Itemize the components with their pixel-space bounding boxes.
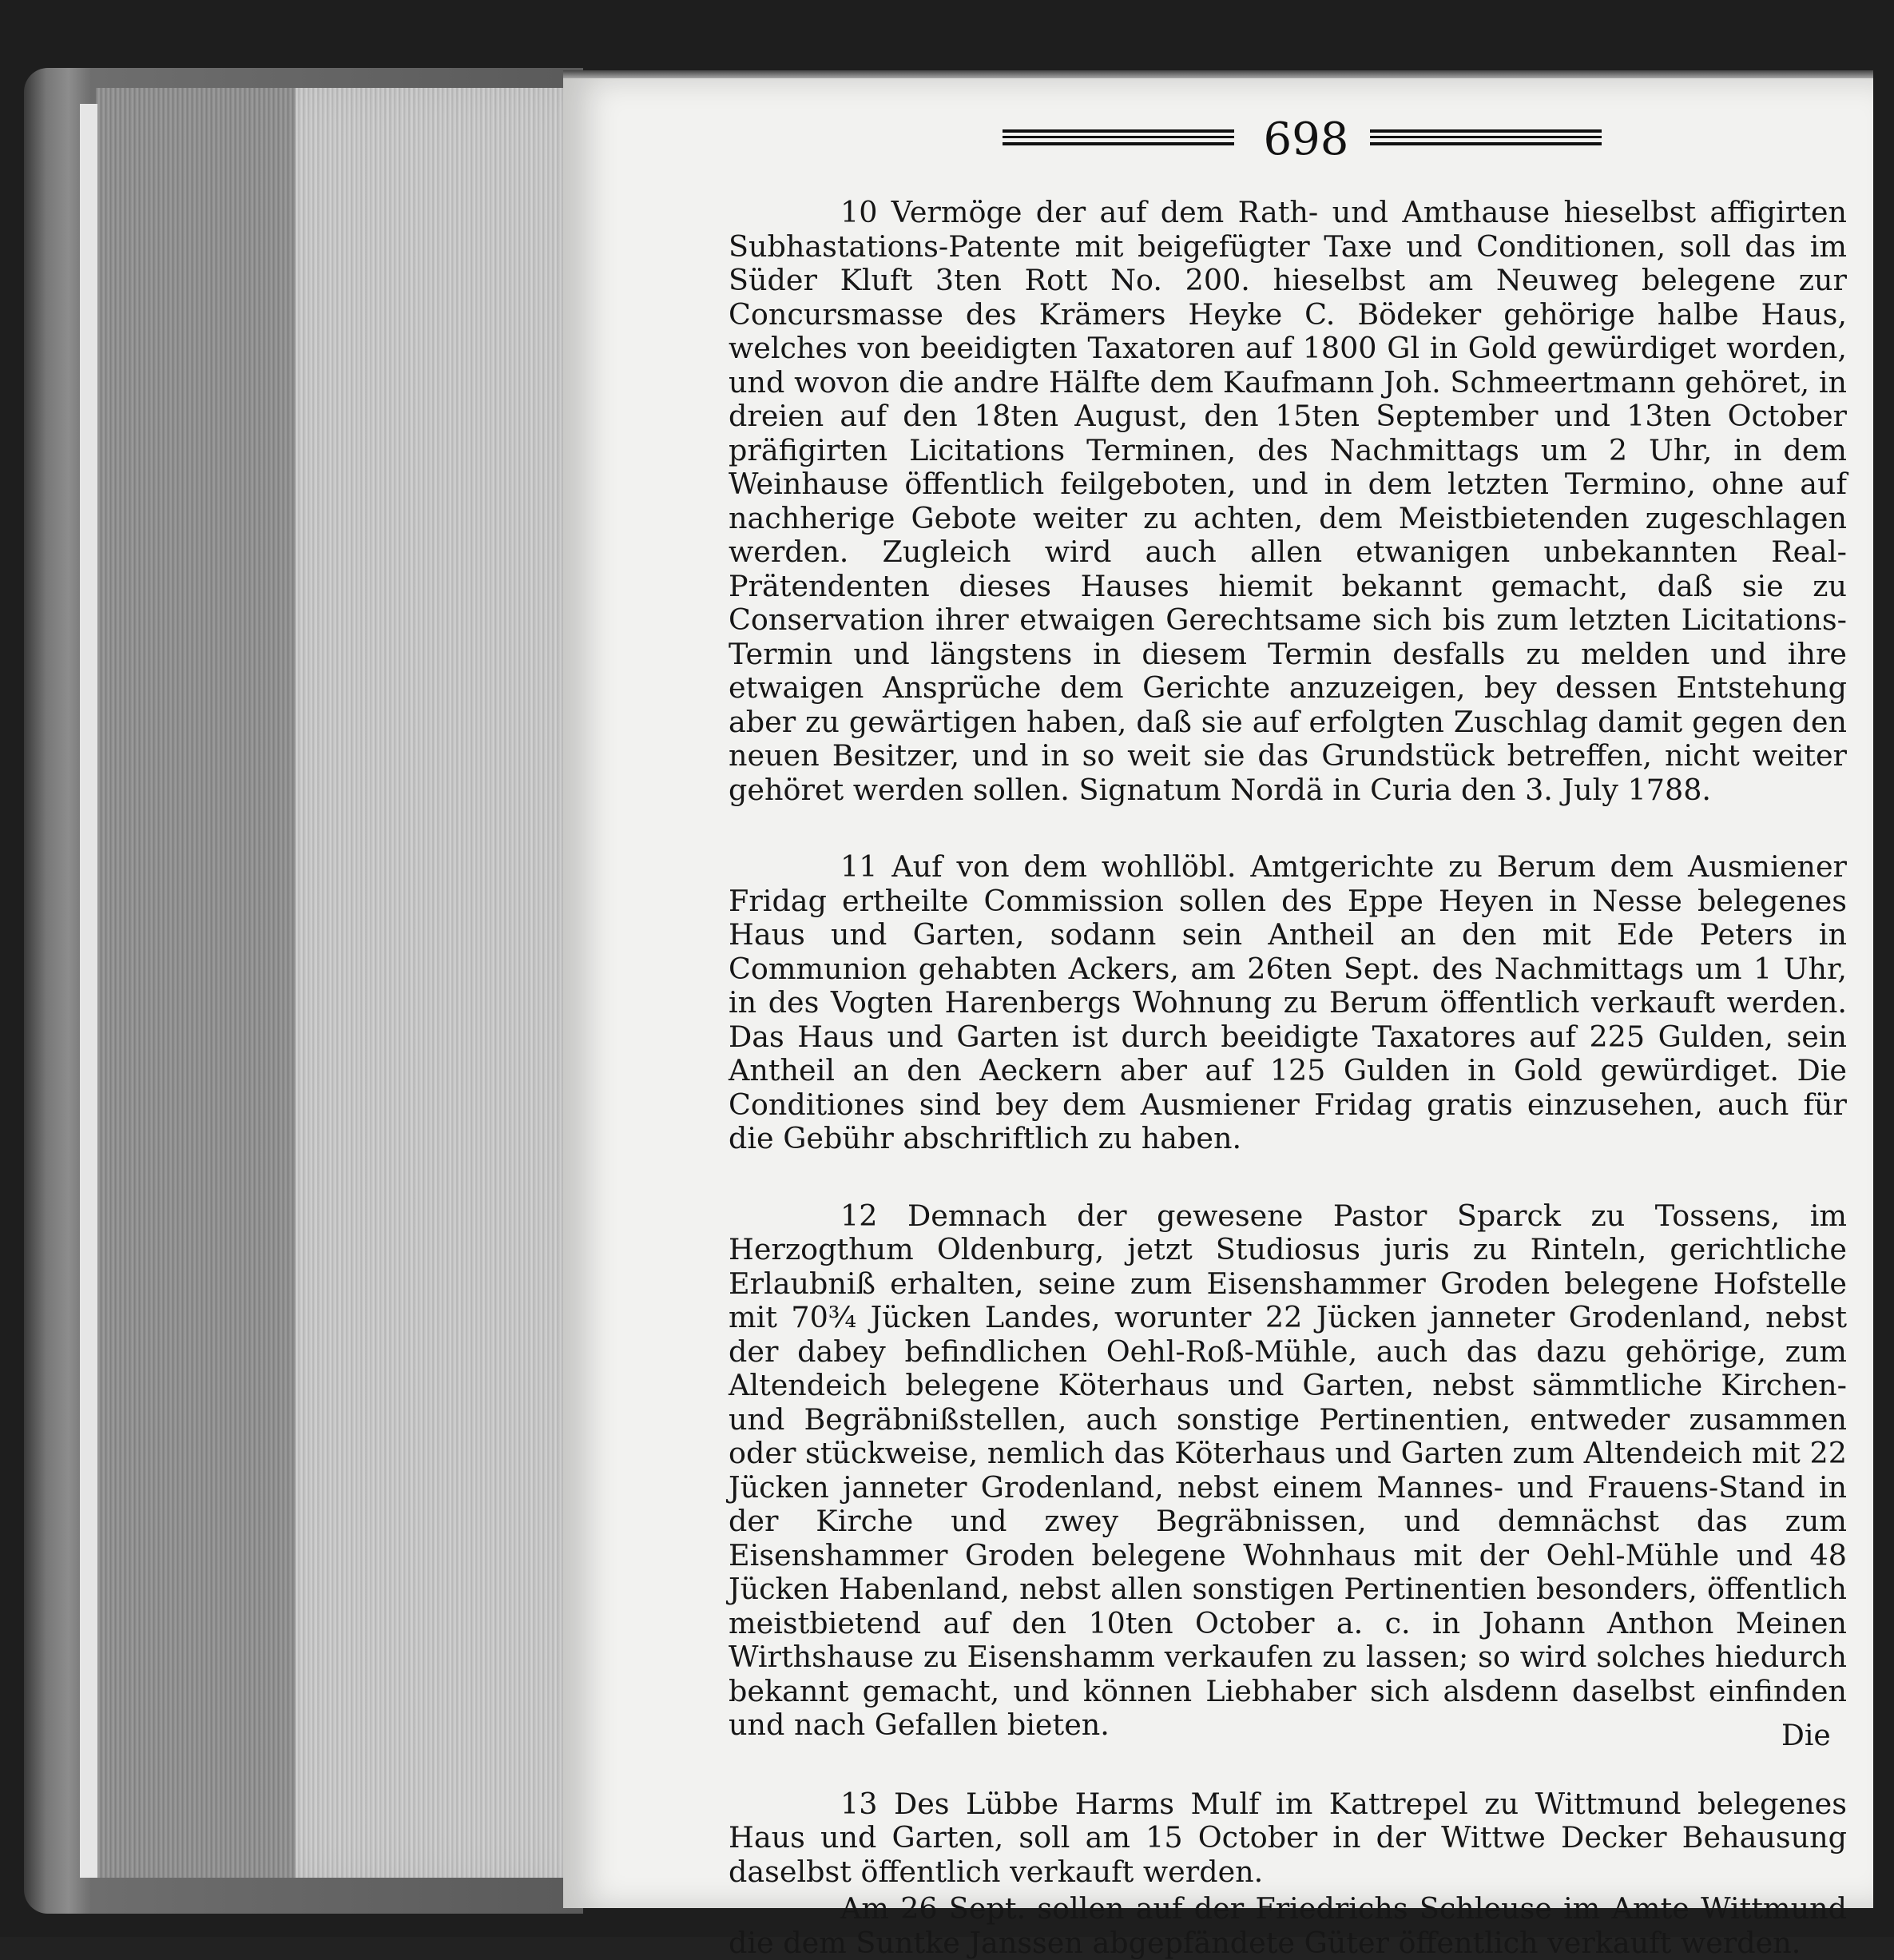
notice-paragraph-11: 11 Auf von dem wohllöbl. Amtgerichte zu Berum dem Ausmiener Fridag ertheilte Commission sollen des Eppe Heyen in Nesse belegenes Haus und Garten, sodann sein Antheil an den mit Ede Peters in Communion gehabten Ackers, am 26ten Sept. des Nachmittags um 1 Uhr, in des Vogten Harenbergs Wohnung zu Berum öffentlich verkauft werden. Das Haus und Garten ist durch beeidigte Taxatores auf 225 Gulden, sein Antheil an den Aeckern aber auf 125 Gulden in Gold gewürdiget. Die Conditiones sind bey dem Ausmiener Fridag gratis einzusehen, auch für die Gebühr abschriftlich zu haben. — [729, 849, 1847, 1155]
catchword: Die — [1781, 1719, 1831, 1752]
page-edges-shadow — [96, 88, 296, 1878]
header-rule-right — [1370, 129, 1602, 145]
page-text — [729, 196, 1847, 1960]
notice-paragraph-13: 13 Des Lübbe Harms Mulf im Kattrepel zu Wittmund belegenes Haus und Garten, soll am 15 October in der Wittwe Decker Behausung daselbst öffentlich verkauft werden. — [729, 1786, 1847, 1889]
header-rule-left — [1003, 129, 1234, 145]
page-header — [1003, 113, 1610, 165]
endpaper-strip — [80, 104, 97, 1878]
notice-paragraph-12: 12 Demnach der gewesene Pastor Sparck zu Tossens, im Herzogthum Oldenburg, jetzt Studiosus juris zu Rinteln, gerichtliche Erlaubniß erhalten, seine zum Eisenshammer Groden belegene Hofstelle mit 70¾ Jücken Landes, worunter 22 Jücken janneter Grodenland, nebst der dabey befindlichen Oehl-Roß-Mühle, auch das dazu gehörige, zum Altendeich belegene Köterhaus und Garten, nebst sämmtliche Kirchen- und Begräbnißstellen, auch sonstige Pertinentien, entweder zusammen oder stückweise, nemlich das Köterhaus und Garten zum Altendeich mit 22 Jücken janneter Grodenland, nebst einem Mannes- und Frauens-Stand in der Kirche und zwey Begräbnissen, und demnächst das zum Eisenshammer Groden belegene Wohnhaus mit der Oehl-Mühle und 48 Jücken Habenland, nebst allen sonstigen Pertinentien besonders, öffentlich meistbietend auf den 10ten October a. c. in Johann Anthon Meinen Wirthshause zu Eisenshamm verkaufen zu lassen; so wird solches hiedurch bekannt gemacht, und können Liebhaber sich alsdenn daselbst einfinden und nach Gefallen bieten. — [729, 1198, 1847, 1742]
notice-paragraph-13-addendum: Am 26 Sept. sollen auf der Friedrichs Schleuse im Amte Wittmund die dem Suntke Janssen abgepfändete Güter öffentlich verkauft werden. — [729, 1891, 1847, 1960]
page-number: 698 — [1263, 113, 1349, 165]
notice-paragraph-10: 10 Vermöge der auf dem Rath- und Amthause hieselbst affigirten Subhastations-Patente mit beigefügter Taxe und Conditionen, soll das im Süder Kluft 3ten Rott No. 200. hieselbst am Neuweg belegene zur Concursmasse des Krämers Heyke C. Bödeker gehörige halbe Haus, welches von beeidigten Taxatoren auf 1800 Gl in Gold gewürdiget worden, und wovon die andre Hälfte dem Kaufmann Joh. Schmeertmann gehöret, in dreien auf den 18ten August, den 15ten September und 13ten October präfigirten Licitations Terminen, des Nachmittags um 2 Uhr, in dem Weinhause öffentlich feilgeboten, und in dem letzten Termino, ohne auf nachherige Gebote weiter zu achten, dem Meistbietenden zugeschlagen werden. Zugleich wird auch allen etwanigen unbekannten Real-Prätendenten dieses Hauses hiemit bekannt gemacht, daß sie zu Conservation ihrer etwaigen Gerechtsame sich bis zum letzten Licitations-Termin und längstens in diesem Termin desfalls zu melden und ihre etwaigen Ansprüche dem Gerichte anzuzeigen, bey dessen Entstehung aber zu gewärtigen haben, daß sie auf erfolgten Zuschlag damit gegen den neuen Besitzer, und in so weit sie das Grundstück betreffen, nicht weiter gehöret werden sollen. Signatum Nordä in Curia den 3. July 1788. — [729, 195, 1847, 807]
